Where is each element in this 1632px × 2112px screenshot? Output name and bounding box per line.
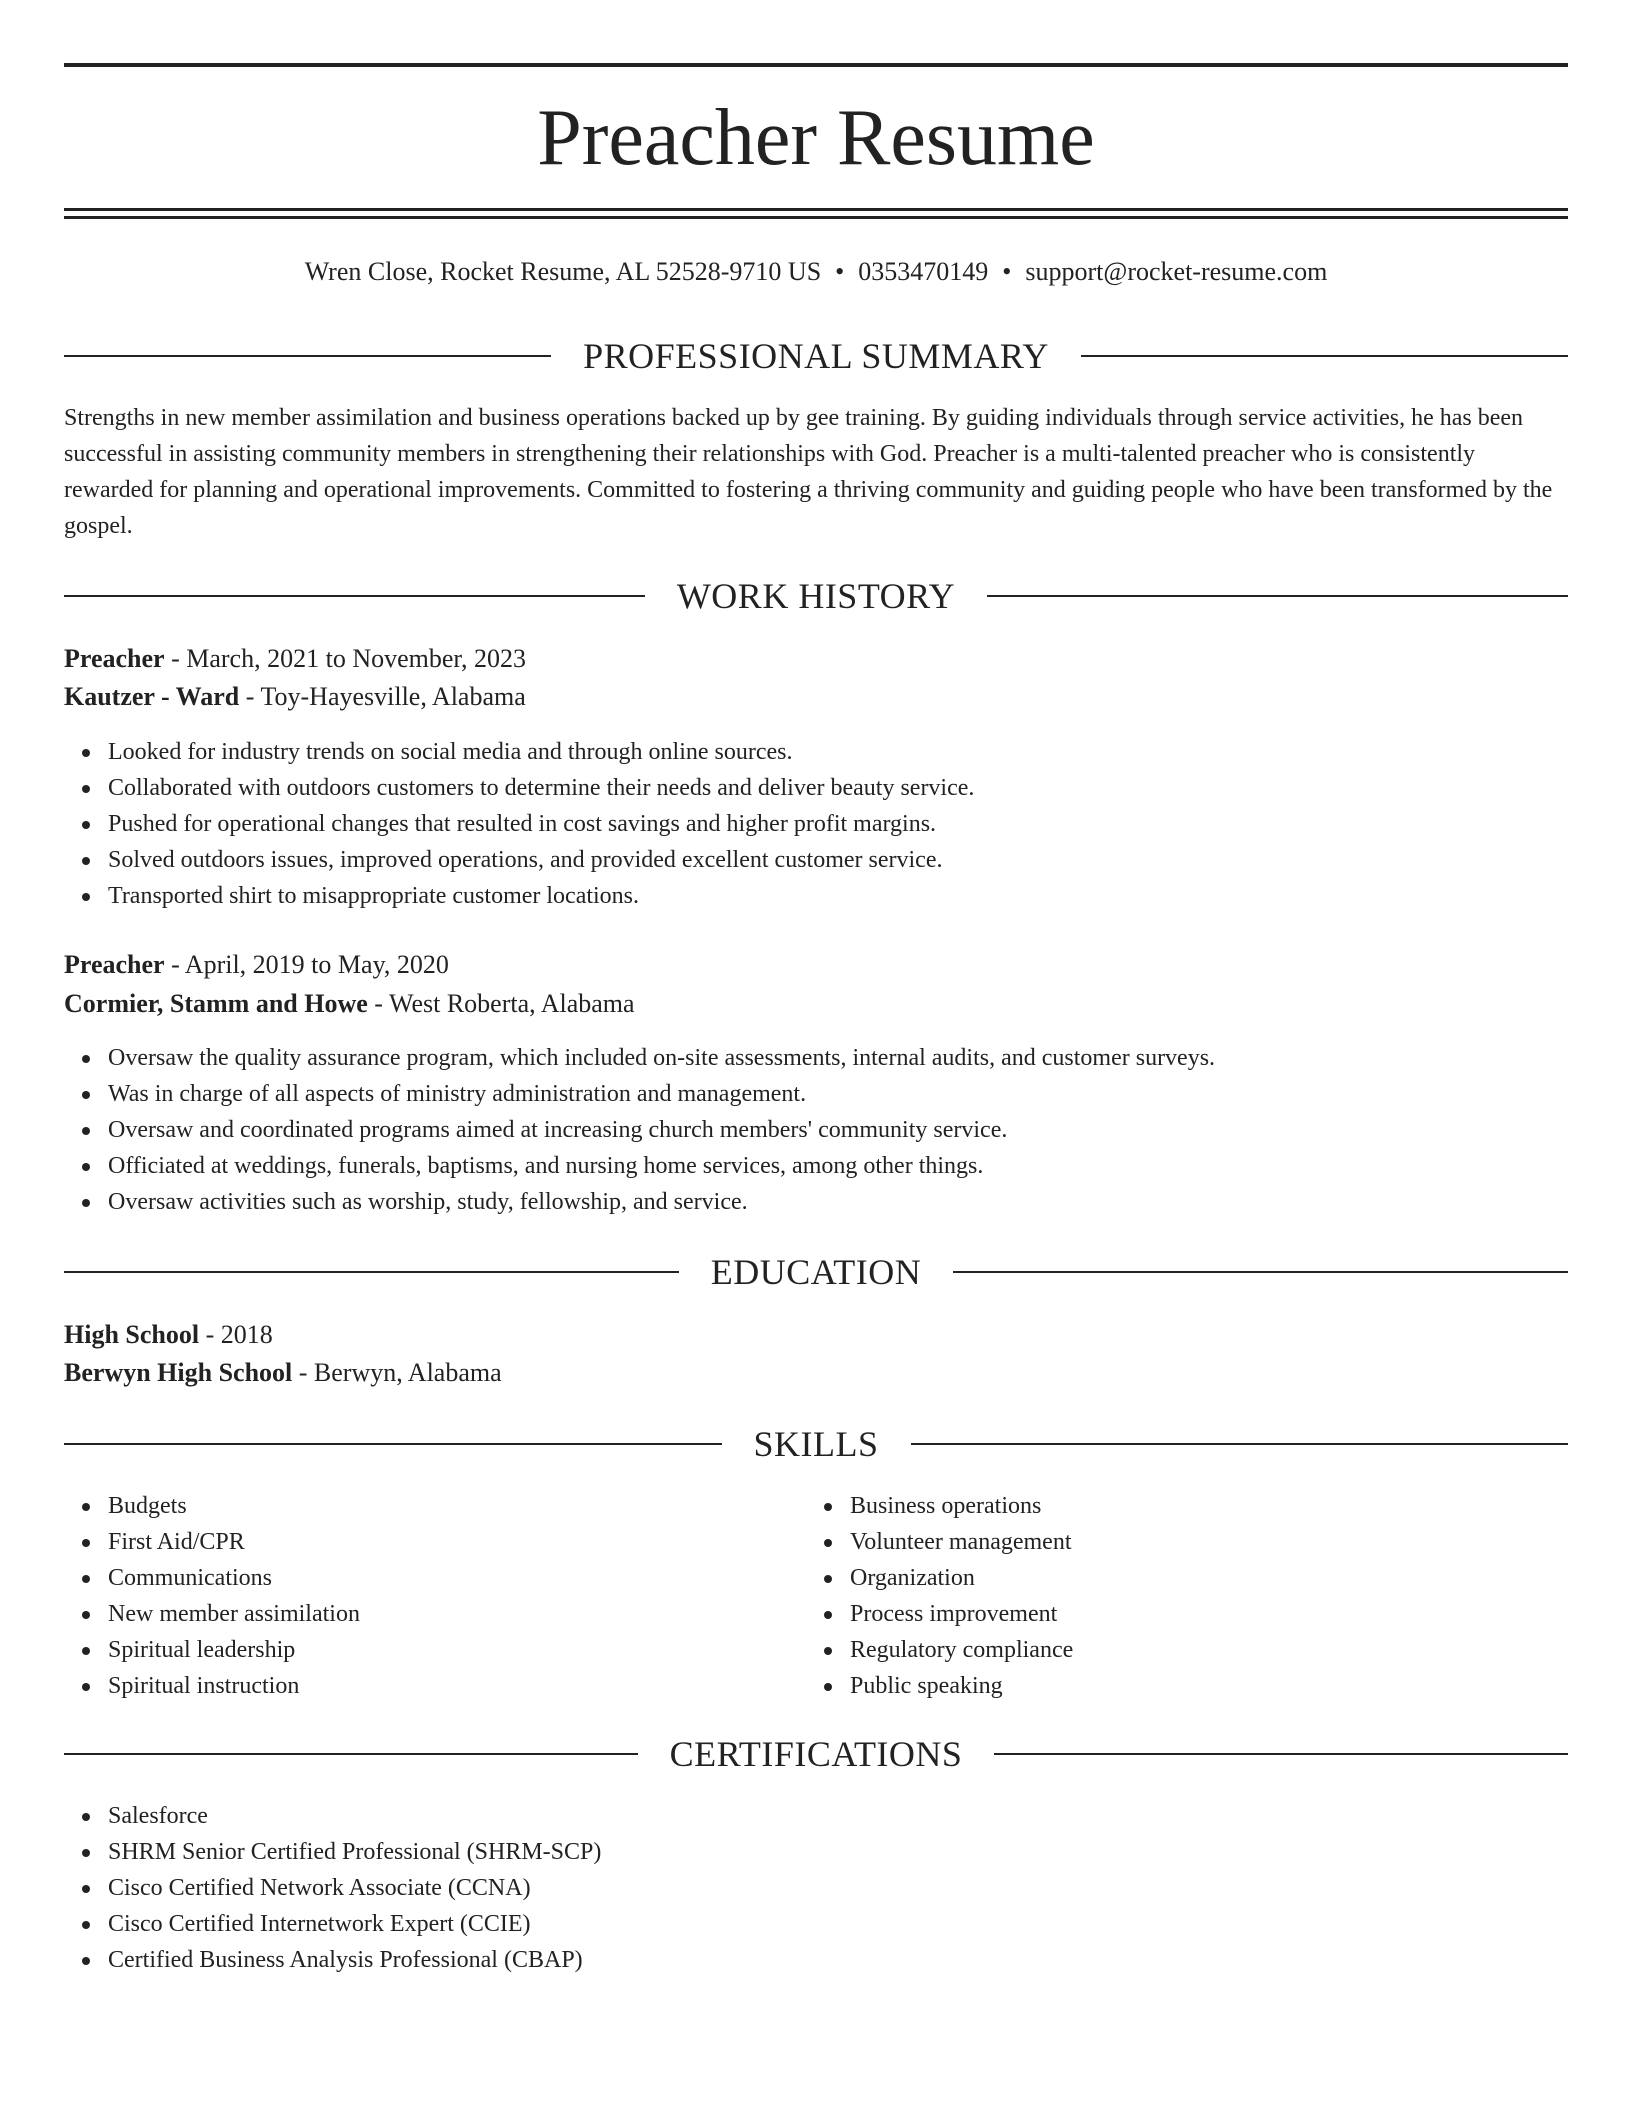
section-title: PROFESSIONAL SUMMARY — [583, 336, 1049, 376]
section-title: SKILLS — [753, 1424, 879, 1464]
job-location: - West Roberta, Alabama — [367, 989, 635, 1018]
job-bullet: Oversaw activities such as worship, study, fellowship, and service. — [108, 1184, 1568, 1220]
skill-item: Communications — [108, 1560, 808, 1596]
job-title-line — [64, 640, 1568, 678]
header-top-rule — [64, 63, 1568, 67]
heading-rule — [64, 1271, 679, 1273]
job-dates: - March, 2021 to November, 2023 — [164, 644, 527, 673]
skill-item: Public speaking — [850, 1668, 1550, 1704]
skill-item: Spiritual instruction — [108, 1668, 808, 1704]
heading-rule — [994, 1753, 1568, 1755]
section-title: EDUCATION — [710, 1252, 922, 1292]
job-bullet: Collaborated with outdoors customers to determine their needs and deliver beauty service. — [108, 770, 1568, 806]
heading-rule — [64, 355, 551, 357]
education-school: Berwyn High School — [64, 1358, 293, 1387]
job-bullet-list — [64, 1040, 1568, 1220]
certification-item: Certified Business Analysis Professional (CBAP) — [108, 1942, 1568, 1978]
skill-item: Business operations — [850, 1488, 1550, 1524]
heading-rule — [911, 1443, 1569, 1445]
section-heading-education — [64, 1250, 1568, 1294]
education-degree-line — [64, 1316, 1568, 1354]
skill-item: Regulatory compliance — [850, 1632, 1550, 1668]
skill-item: First Aid/CPR — [108, 1524, 808, 1560]
page-title: Preacher Resume — [537, 94, 1095, 182]
contact-separator: • — [835, 257, 845, 286]
job-bullet-list — [64, 734, 1568, 914]
job-bullet: Oversaw the quality assurance program, which included on-site assessments, internal audits, and customer surveys. — [108, 1040, 1568, 1076]
contact-address: Wren Close, Rocket Resume, AL 52528-9710 US — [304, 257, 822, 286]
education-school-line — [64, 1354, 1568, 1392]
header-bottom-rule-second — [64, 216, 1568, 219]
summary-text: Strengths in new member assimilation and business operations backed up by gee training. By guiding individuals through service activities, he has been successful in assisting community members in strengthening their relationships with God. Preacher is a multi-talented preacher who is consistently rewarded for planning and operational improvements. Committed to fostering a thriving community and guiding people who have been transformed by the gospel. — [64, 405, 1553, 539]
certifications-list — [64, 1798, 1568, 1978]
job-company: Cormier, Stamm and Howe — [64, 989, 368, 1018]
job-location: - Toy-Hayesville, Alabama — [239, 682, 526, 711]
job-bullet: Officiated at weddings, funerals, baptisms, and nursing home services, among other things. — [108, 1148, 1568, 1184]
skill-item: New member assimilation — [108, 1596, 808, 1632]
header-bottom-rule — [64, 208, 1568, 211]
job-company: Kautzer - Ward — [64, 682, 240, 711]
job-bullet: Pushed for operational changes that resulted in cost savings and higher profit margins. — [108, 806, 1568, 842]
contact-line — [64, 254, 1568, 290]
job-bullet: Transported shirt to misappropriate customer locations. — [108, 878, 1568, 914]
education-year: - 2018 — [199, 1320, 273, 1349]
heading-rule — [987, 595, 1568, 597]
education-degree: High School — [64, 1320, 200, 1349]
job-bullet: Looked for industry trends on social media and through online sources. — [108, 734, 1568, 770]
skill-item: Organization — [850, 1560, 1550, 1596]
heading-rule — [1081, 355, 1568, 357]
skills-list-left — [64, 1488, 808, 1704]
job-company-line — [64, 985, 1568, 1023]
heading-rule — [64, 595, 645, 597]
skill-item: Spiritual leadership — [108, 1632, 808, 1668]
job-title: Preacher — [64, 950, 165, 979]
heading-rule — [64, 1443, 722, 1445]
section-heading-summary — [64, 334, 1568, 378]
skill-item: Process improvement — [850, 1596, 1550, 1632]
skill-item: Volunteer management — [850, 1524, 1550, 1560]
job-company-line — [64, 678, 1568, 716]
certification-item: Salesforce — [108, 1798, 1568, 1834]
skills-list-right — [806, 1488, 1550, 1704]
education-location: - Berwyn, Alabama — [292, 1358, 502, 1387]
job-title: Preacher — [64, 644, 165, 673]
section-heading-skills — [64, 1422, 1568, 1466]
section-title: CERTIFICATIONS — [669, 1734, 963, 1774]
section-title: WORK HISTORY — [676, 576, 956, 616]
contact-email: support@rocket-resume.com — [1025, 257, 1328, 286]
job-title-line — [64, 946, 1568, 984]
section-heading-work-history — [64, 574, 1568, 618]
job-bullet: Solved outdoors issues, improved operations, and provided excellent customer service. — [108, 842, 1568, 878]
heading-rule — [64, 1753, 638, 1755]
contact-phone: 0353470149 — [858, 257, 989, 286]
certification-item: Cisco Certified Network Associate (CCNA) — [108, 1870, 1568, 1906]
job-bullet: Oversaw and coordinated programs aimed at increasing church members' community service. — [108, 1112, 1568, 1148]
contact-separator: • — [1002, 257, 1012, 286]
certification-item: Cisco Certified Internetwork Expert (CCIE) — [108, 1906, 1568, 1942]
heading-rule — [953, 1271, 1568, 1273]
skill-item: Budgets — [108, 1488, 808, 1524]
job-dates: - April, 2019 to May, 2020 — [164, 950, 449, 979]
section-heading-certifications — [64, 1732, 1568, 1776]
job-bullet: Was in charge of all aspects of ministry administration and management. — [108, 1076, 1568, 1112]
certification-item: SHRM Senior Certified Professional (SHRM-SCP) — [108, 1834, 1568, 1870]
